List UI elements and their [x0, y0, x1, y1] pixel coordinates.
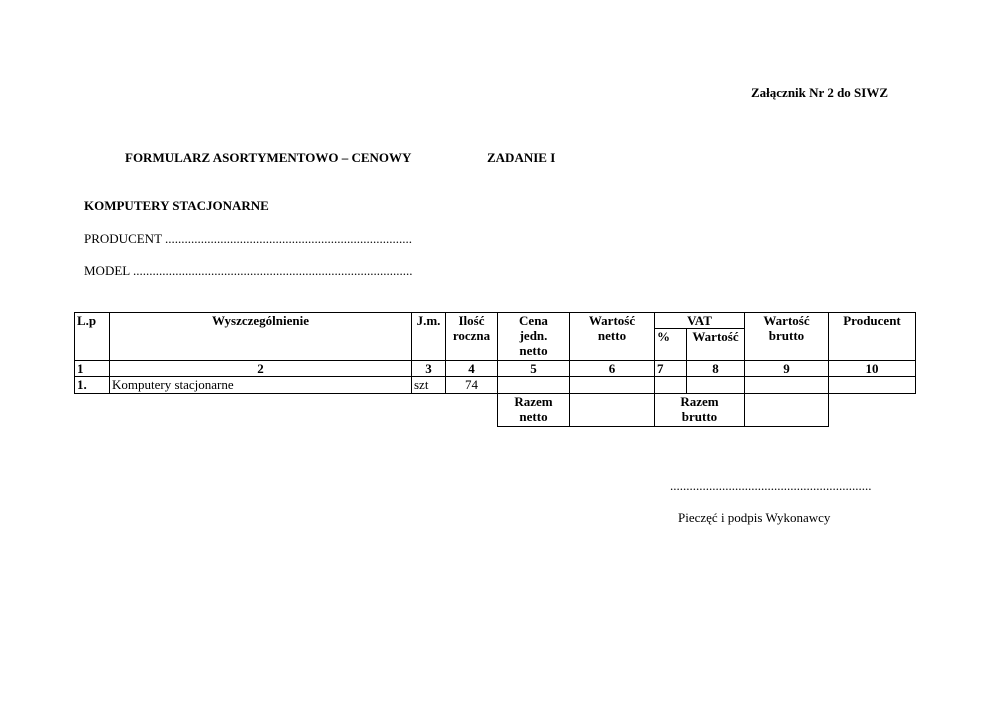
column-number: 5	[498, 361, 570, 377]
header-unit-price-line-2: jedn.	[519, 328, 548, 343]
header-unit-price	[498, 313, 570, 361]
column-number: 4	[446, 361, 498, 377]
totals-spacer	[75, 394, 498, 427]
row-vat-percent[interactable]	[655, 377, 687, 394]
header-unit-price-line-3: netto	[519, 343, 548, 358]
column-number: 1	[75, 361, 110, 377]
row-vat-value[interactable]	[687, 377, 745, 394]
header-net-value-line-2: netto	[597, 328, 627, 343]
column-number-row	[75, 361, 916, 377]
header-net-value	[570, 313, 655, 361]
column-number: 10	[829, 361, 916, 377]
row-item: Komputery stacjonarne	[110, 377, 412, 394]
header-gross-value-line-2: brutto	[768, 328, 805, 343]
total-gross-label-line-1: Razem	[680, 394, 719, 409]
total-net-label-line-1: Razem	[514, 394, 553, 409]
row-quantity: 74	[446, 377, 498, 394]
model-field: MODEL ......................................................................................	[84, 263, 413, 278]
header-gross-value-line-1: Wartość	[763, 313, 810, 328]
table-header-row	[75, 313, 916, 329]
task-label: ZADANIE I	[487, 150, 556, 165]
row-gross-value[interactable]	[745, 377, 829, 394]
column-number: 6	[570, 361, 655, 377]
column-number: 3	[412, 361, 446, 377]
header-vat-value: Wartość	[687, 329, 745, 361]
row-producer[interactable]	[829, 377, 916, 394]
total-gross-label-line-2: brutto	[681, 409, 718, 424]
signature-line: ..............................................................	[670, 478, 872, 493]
total-net-label-line-2: netto	[519, 409, 548, 424]
producer-field: PRODUCENT ............................................................................	[84, 231, 413, 246]
form-title: FORMULARZ ASORTYMENTOWO – CENOWY	[125, 150, 412, 165]
total-net-value[interactable]	[570, 394, 655, 427]
section-title: KOMPUTERY STACJONARNE	[84, 198, 269, 213]
header-net-value-line-1: Wartość	[588, 313, 636, 328]
row-lp: 1.	[75, 377, 110, 394]
totals-trailing-spacer	[829, 394, 916, 427]
header-vat: VAT	[655, 313, 745, 329]
total-net-label	[498, 394, 570, 427]
price-form-table	[74, 312, 916, 427]
header-unit: J.m.	[412, 313, 446, 361]
column-number: 9	[745, 361, 829, 377]
header-producer: Producent	[829, 313, 916, 361]
total-gross-label	[655, 394, 745, 427]
row-net-value[interactable]	[570, 377, 655, 394]
annex-label: Załącznik Nr 2 do SIWZ	[751, 85, 889, 100]
header-gross-value	[745, 313, 829, 361]
header-lp: L.p	[75, 313, 110, 361]
column-number: 2	[110, 361, 412, 377]
total-gross-value[interactable]	[745, 394, 829, 427]
header-vat-percent: %	[655, 329, 687, 361]
header-unit-price-line-1: Cena	[519, 313, 548, 328]
totals-row	[75, 394, 916, 427]
column-number: 8	[687, 361, 745, 377]
header-quantity-line-1: Ilość	[458, 313, 485, 328]
table-row	[75, 377, 916, 394]
column-number: 7	[655, 361, 687, 377]
signature-caption: Pieczęć i podpis Wykonawcy	[678, 510, 831, 525]
row-unit-price[interactable]	[498, 377, 570, 394]
header-item: Wyszczególnienie	[110, 313, 412, 361]
row-unit: szt	[412, 377, 446, 394]
header-quantity	[446, 313, 498, 361]
header-quantity-line-2: roczna	[452, 328, 491, 343]
